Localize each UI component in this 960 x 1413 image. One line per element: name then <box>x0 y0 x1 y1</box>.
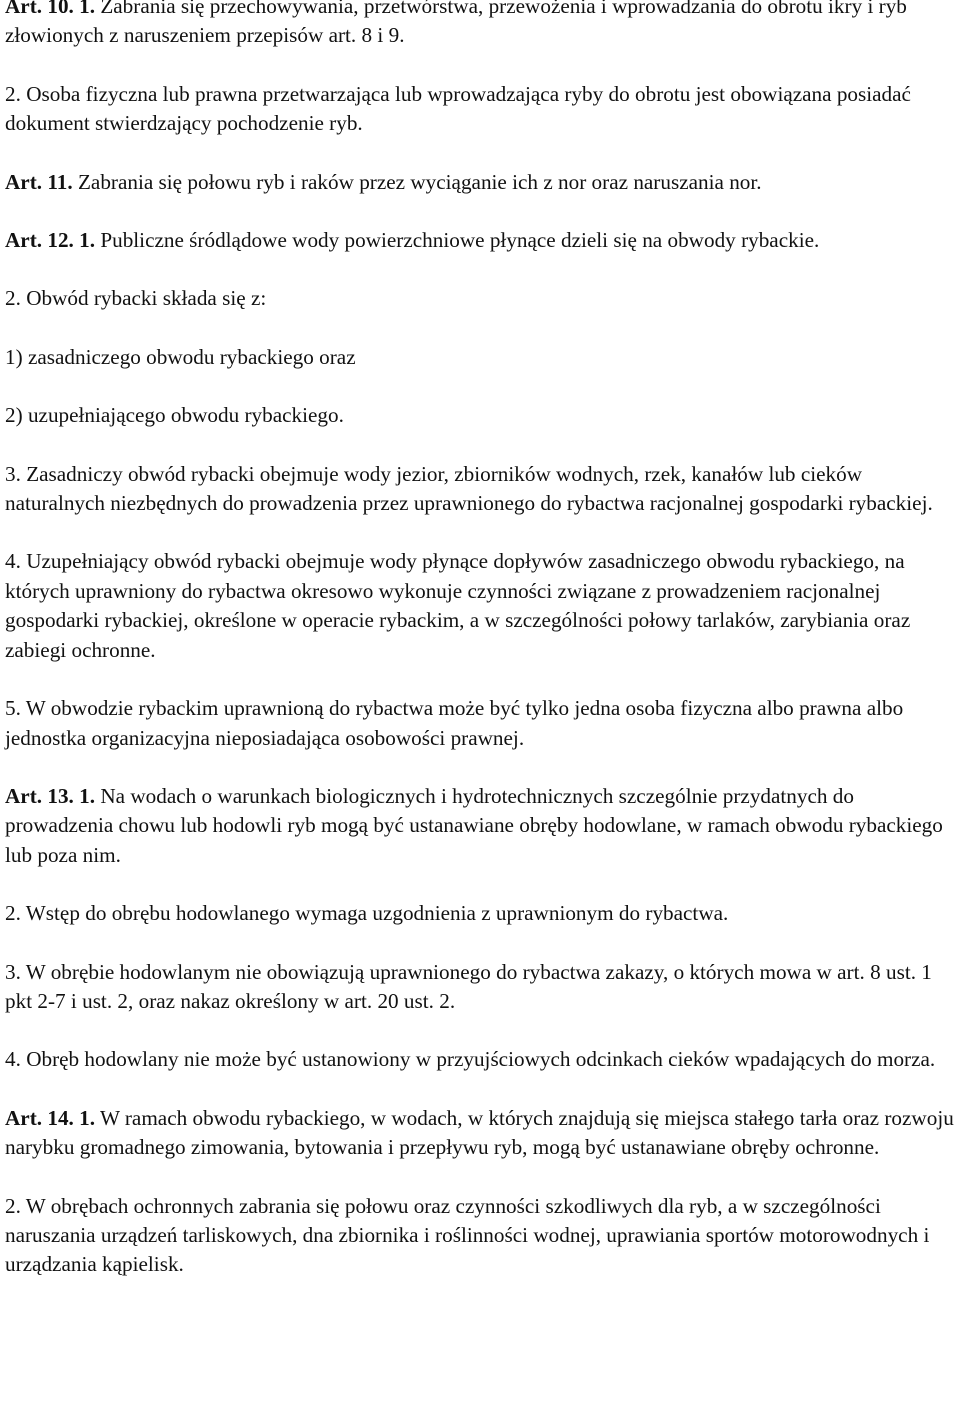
paragraph-text: Zabrania się połowu ryb i raków przez wyciąganie ich z nor oraz naruszania nor. <box>72 169 762 194</box>
article-heading: Art. 11. <box>5 169 73 194</box>
paragraph-text: 2. W obrębach ochronnych zabrania się połowu oraz czynności szkodliwych dla ryb, a w szczególności naruszania urządzeń tarliskowych, dna zbiornika i roślinności wodnej, uprawiania sportów motorowodnych i urządzania kąpielisk. <box>5 1193 930 1277</box>
paragraph-text: 4. Obręb hodowlany nie może być ustanowiony w przyujściowych odcinkach cieków wpadających do morza. <box>5 1047 936 1072</box>
paragraph-art-13-4 <box>5 1045 954 1074</box>
paragraph-text: 3. Zasadniczy obwód rybacki obejmuje wody jezior, zbiorników wodnych, rzek, kanałów lub cieków naturalnych niezbędnych do prowadzenia przez uprawnionego do rybactwa racjonalnej gospodarki rybackiej. <box>5 461 933 516</box>
article-heading: Art. 14. 1. <box>5 1105 96 1130</box>
paragraph-text: Na wodach o warunkach biologicznych i hydrotechnicznych szczególnie przydatnych do prowadzenia chowu lub hodowli ryb mogą być ustanawiane obręby hodowlane, w ramach obwodu rybackiego lub poza nim. <box>5 783 943 867</box>
paragraph-art-12-1 <box>5 226 954 255</box>
paragraph-art-10-2 <box>5 80 954 139</box>
paragraph-text: W ramach obwodu rybackiego, w wodach, w których znajdują się miejsca stałego tarła oraz rozwoju narybku gromadnego zimowania, bytowania i przepływu ryb, mogą być ustanawiane obręby ochronne. <box>5 1105 954 1160</box>
article-heading: Art. 10. 1. <box>5 0 96 18</box>
list-item-2 <box>5 401 954 430</box>
paragraph-text: 3. W obrębie hodowlanym nie obowiązują uprawnionego do rybactwa zakazy, o których mowa w art. 8 ust. 1 pkt 2-7 i ust. 2, oraz nakaz określony w art. 20 ust. 2. <box>5 959 932 1013</box>
paragraph-text: 5. W obwodzie rybackim uprawnioną do rybactwa może być tylko jedna osoba fizyczna albo prawna albo jednostka organizacyjna nieposiadająca osobowości prawnej. <box>5 696 904 750</box>
article-heading: Art. 12. 1. <box>5 228 96 253</box>
paragraph-text: 4. Uzupełniający obwód rybacki obejmuje wody płynące dopływów zasadniczego obwodu rybackiego, na których uprawniony do rybactwa okresowo wykonuje czynności związane z prowadzeniem racjonalnej gospodarki rybackiej, określone w operacie rybackim, a w szczególności połowy tarlaków, zarybiania oraz zabiegi ochronne. <box>5 549 911 662</box>
paragraph-art-14-2 <box>5 1192 954 1280</box>
paragraph-art-14-1 <box>5 1104 954 1163</box>
paragraph-art-12-4 <box>5 547 954 665</box>
paragraph-text: Zabrania się przechowywania, przetwórstwa, przewożenia i wprowadzania do obrotu ikry i ryb złowionych z naruszeniem przepisów art. 8 i 9. <box>5 0 907 48</box>
list-item-1 <box>5 343 954 372</box>
paragraph-art-12-3 <box>5 460 954 519</box>
paragraph-art-11 <box>5 168 954 197</box>
paragraph-text: Publiczne śródlądowe wody powierzchniowe płynące dzieli się na obwody rybackie. <box>95 228 820 253</box>
paragraph-art-13-2 <box>5 899 954 928</box>
paragraph-art-12-2 <box>5 284 954 313</box>
paragraph-text: 2. Obwód rybacki składa się z: <box>5 286 267 311</box>
article-heading: Art. 13. 1. <box>5 783 96 808</box>
paragraph-text: 2. Osoba fizyczna lub prawna przetwarzająca lub wprowadzająca ryby do obrotu jest obowiązana posiadać dokument stwierdzający pochodzenie ryb. <box>5 81 911 136</box>
paragraph-art-13-1 <box>5 782 954 870</box>
paragraph-art-13-3 <box>5 958 954 1017</box>
paragraph-art-12-5 <box>5 694 954 753</box>
paragraph-text: 2) uzupełniającego obwodu rybackiego. <box>5 403 344 428</box>
paragraph-text: 1) zasadniczego obwodu rybackiego oraz <box>5 344 356 369</box>
paragraph-art-10-1 <box>5 0 954 51</box>
paragraph-text: 2. Wstęp do obrębu hodowlanego wymaga uzgodnienia z uprawnionym do rybactwa. <box>5 901 729 926</box>
